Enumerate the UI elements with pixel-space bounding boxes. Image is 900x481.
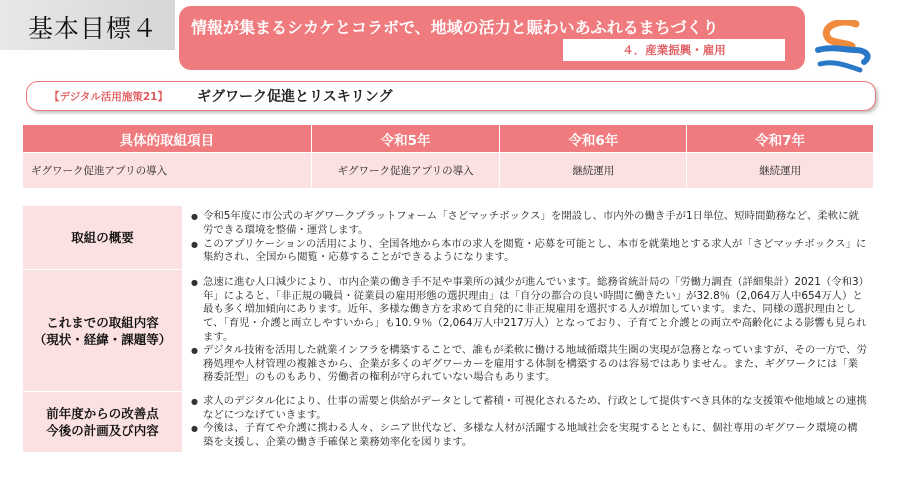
header-banner xyxy=(179,6,805,70)
city-s-logo-icon xyxy=(812,20,876,74)
detail-table xyxy=(22,205,874,453)
schedule-header-r7: 令和7年 xyxy=(687,125,874,153)
label-line: 取組の概要 xyxy=(71,230,134,245)
schedule-cell-item: ギグワーク促進アプリの導入 xyxy=(23,153,312,189)
table-row xyxy=(23,153,874,189)
list-item: ● 今後は、子育てや介護に携わる人々、シニア世代など、多様な人材が活躍する地域社会を実現するとともに、個社専用のギグワーク環境の構築を支援し、企業の働き手確保と業務効率化を図ります。 xyxy=(191,422,867,449)
label-line: （現状・経緯・課題等） xyxy=(33,331,172,347)
schedule-table xyxy=(22,124,874,189)
goal-title: 基本目標４ xyxy=(28,14,159,43)
history-label xyxy=(23,270,183,392)
list-item: ● 求人のデジタル化により、仕事の需要と供給がデータとして蓄積・可視化されるため、行政として提供すべき具体的な支援策や他地域との連携などにつなげていきます。 xyxy=(191,395,867,422)
sector-tag: ４．産業振興・雇用 xyxy=(563,39,785,61)
schedule-header-item: 具体的取組項目 xyxy=(23,125,312,153)
list-item: ● 令和5年度に市公式のギグワークプラットフォーム「さどマッチボックス」を開設し、市内外の働き手が1日単位、短時間勤務など、柔軟に就労できる環境を整備・運営します。 xyxy=(191,210,867,237)
plan-body xyxy=(183,392,874,453)
measure-title-box xyxy=(26,81,876,111)
plan-label xyxy=(23,392,183,453)
label-line: 前年度からの改善点 xyxy=(46,406,159,422)
label-line: これまでの取組内容 xyxy=(46,314,159,330)
schedule-cell-r5: ギグワーク促進アプリの導入 xyxy=(311,153,500,189)
header-title: 情報が集まるシカケとコラボで、地域の活力と賑わいあふれるまちづくり xyxy=(191,18,719,37)
schedule-header-row xyxy=(23,125,874,153)
table-row xyxy=(23,206,874,270)
table-row xyxy=(23,270,874,392)
list-item: ● デジタル技術を活用した就業インフラを構築することで、誰もが柔軟に働ける地域循環共生圏の実現が急務となっていますが、その一方で、労務処理や人材管理の複雑さから、企業が多くのギグワーカーを雇用する体制を構築するのは容易ではありません。また、ギグワークには「業務委託型」のものもあり、労働者の権利が守られていない場合もあります。 xyxy=(191,344,867,385)
label-line: 今後の計画及び内容 xyxy=(46,423,159,439)
schedule-cell-r6: 継続運用 xyxy=(500,153,687,189)
schedule-header-r5: 令和5年 xyxy=(311,125,500,153)
list-item: ● 急速に進む人口減少により、市内企業の働き手不足や事業所の減少が進んでいます。総務省統計局の「労働力調査（詳細集計）2021（令和3）年」によると、「非正規の職員・従業員の雇用形態の選択理由」は「自分の都合の良い時間に働きたい」が32.8％（2,064万人中654万人）と最も多く増加傾向にあります。近年、多様な働き方を求めて自発的に非正規雇用を選択する人が増加しています。また、同様の選択理由として、「育児・介護と両立しやすいから」も10.９％（2,064万人中217万人）となっており、子育てと介護との両立や高齢化による影響も見られます。 xyxy=(191,276,867,344)
schedule-header-r6: 令和6年 xyxy=(500,125,687,153)
list-item: ● このアプリケーションの活用により、全国各地から本市の求人を閲覧・応募を可能とし、本市を就業地とする求人が「さどマッチボックス」に集約され、全国から閲覧・応募することができるようになります。 xyxy=(191,238,867,265)
history-body xyxy=(183,270,874,392)
measure-tag: 【デジタル活用施策21】 xyxy=(49,91,168,103)
overview-body xyxy=(183,206,874,270)
measure-title: ギグワーク促進とリスキリング xyxy=(197,89,393,105)
table-row xyxy=(23,392,874,453)
overview-label xyxy=(23,206,183,270)
schedule-cell-r7: 継続運用 xyxy=(687,153,874,189)
